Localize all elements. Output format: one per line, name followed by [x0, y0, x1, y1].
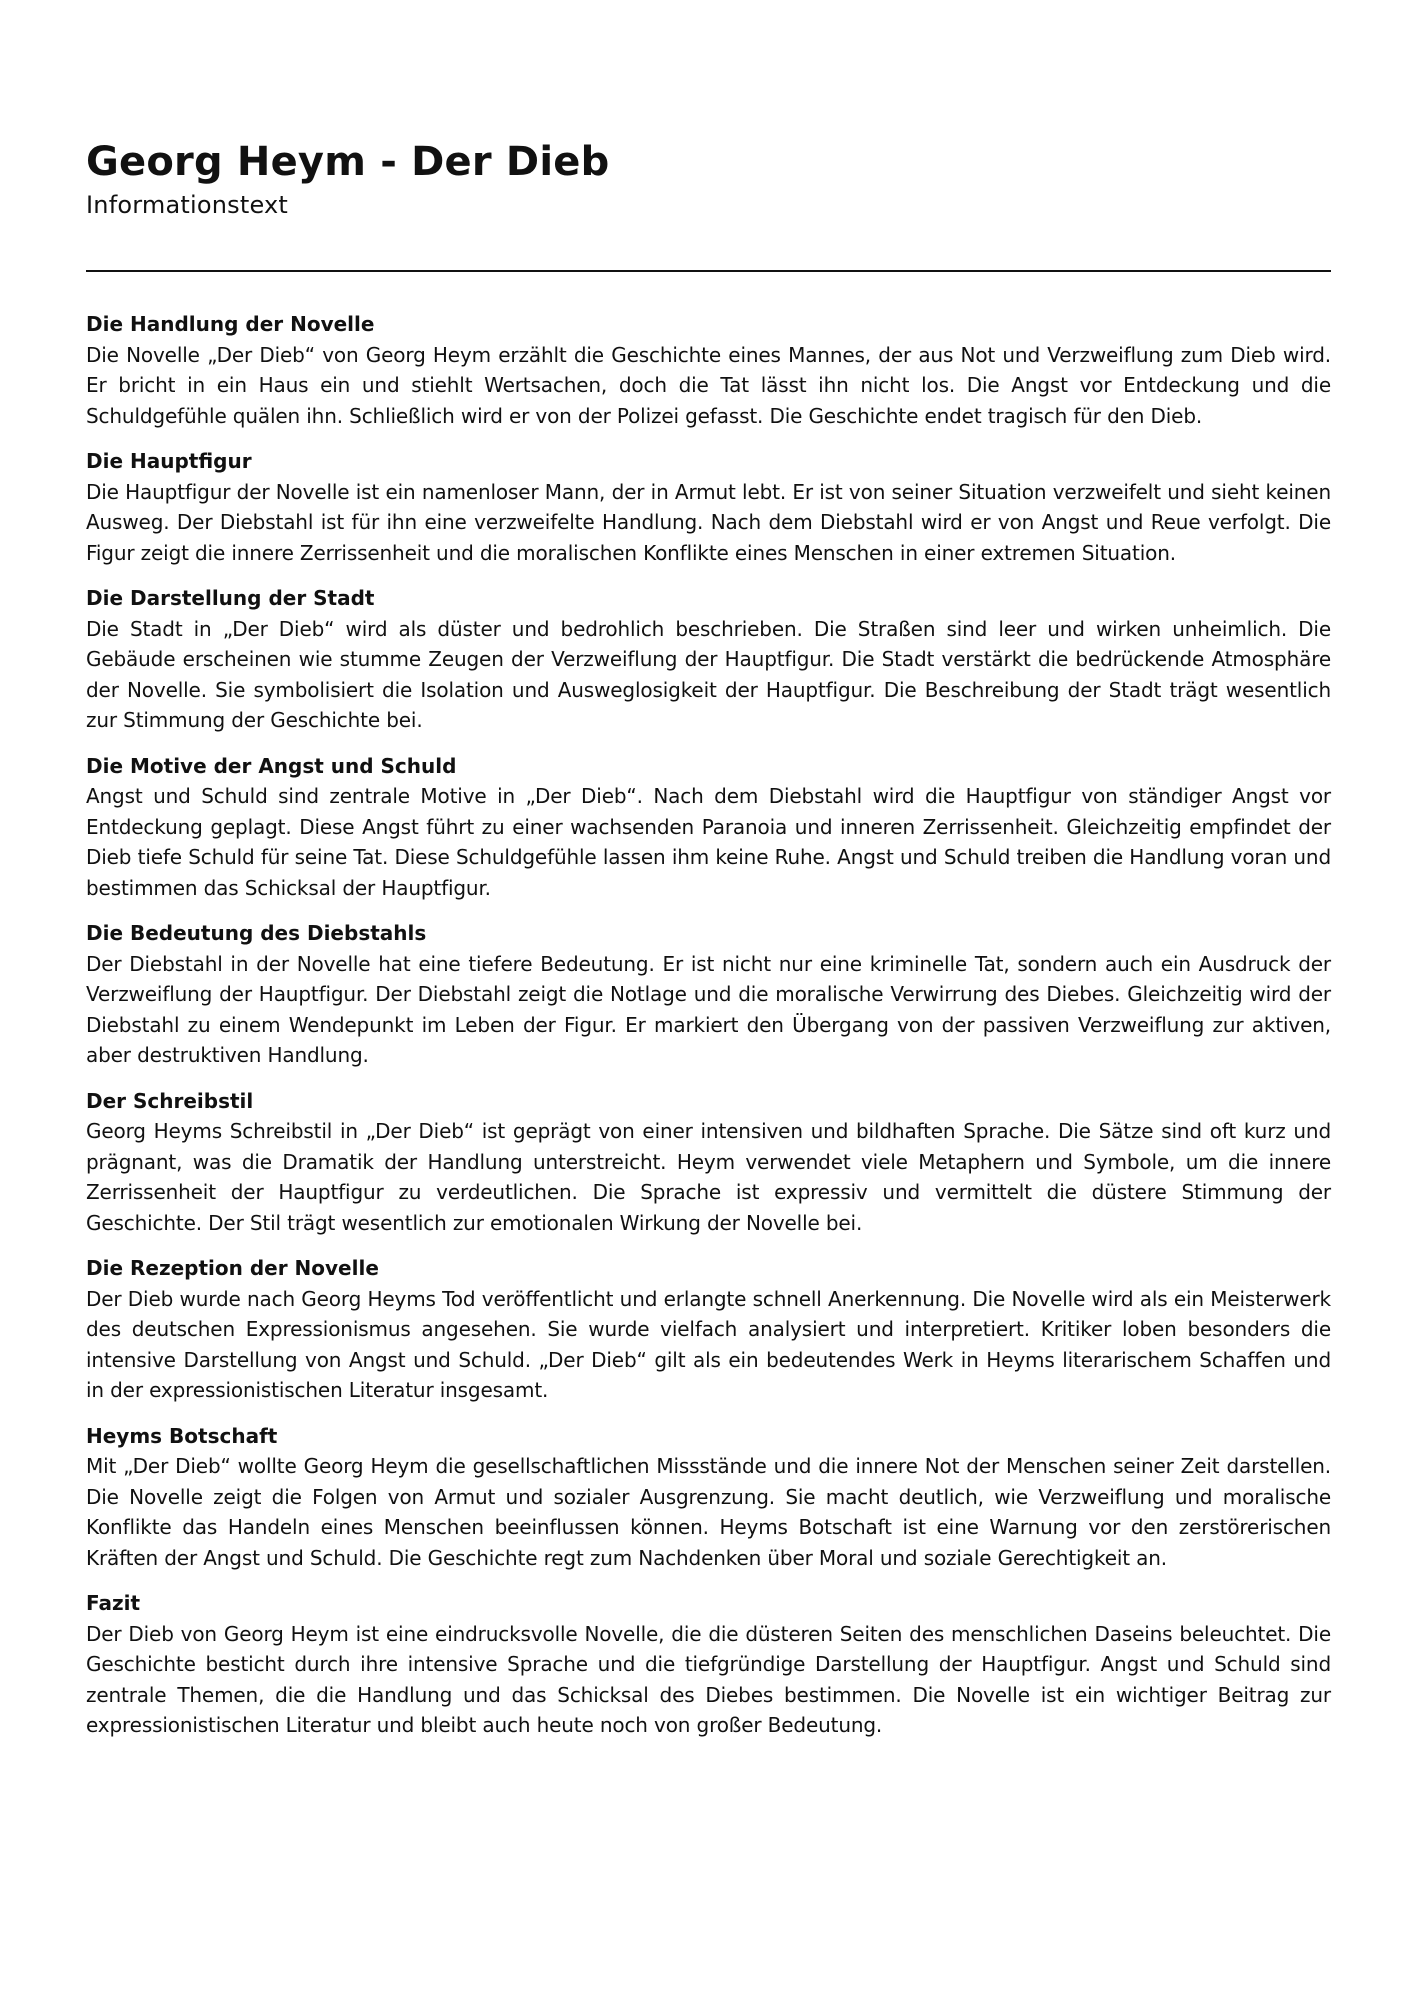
section-text: Die Novelle „Der Dieb“ von Georg Heym erzählt die Geschichte eines Mannes, der aus Not und Verzweiflung zum Dieb wird. Er bricht in ein Haus ein und stiehlt Wertsachen, doch die Tat lässt ihn nicht los. Die Angst vor Entdeckung und die Schuldgefühle quälen ihn. Schließlich wird er von der Polizei gefasst. Die Geschichte endet tragisch für den Dieb.: [86, 342, 1331, 428]
section-text: Der Diebstahl in der Novelle hat eine tiefere Bedeutung. Er ist nicht nur eine kriminelle Tat, sondern auch ein Ausdruck der Verzweiflung der Hauptfigur. Der Diebstahl zeigt die Notlage und die moralische Verwirrung des Diebes. Gleichzeitig wird der Diebstahl zu einem Wendepunkt im Leben der Figur. Er markiert den Übergang von der passiven Verzweiflung zur aktiven, aber destruktiven Handlung.: [86, 951, 1331, 1067]
section-heading: Die Hauptfigur: [86, 449, 252, 473]
document-title: Georg Heym - Der Dieb: [86, 139, 610, 185]
section-heading: Die Motive der Angst und Schuld: [86, 753, 457, 778]
section-heading: Der Schreibstil: [86, 1088, 254, 1113]
section-text: Der Dieb wurde nach Georg Heyms Tod veröffentlicht und erlangte schnell Anerkennung. Die Novelle wird als ein Meisterwerk des deutschen Expressionismus angesehen. Sie wurde vielfach analysiert und interpretiert. Kritiker loben besonders die intensive Darstellung von Angst und Schuld. „Der Dieb“ gilt als ein bedeutendes Werk in Heyms literarischem Schaffen und in der expressionistischen Literatur insgesamt.: [86, 1286, 1331, 1402]
section-stadt: [86, 583, 1331, 736]
section-text: Der Dieb von Georg Heym ist eine eindrucksvolle Novelle, die die düsteren Seiten des menschlichen Daseins beleuchtet. Die Geschichte besticht durch ihre intensive Sprache und die tiefgründige Darstellung der Hauptfigur. Angst und Schuld sind zentrale Themen, die die Handlung und das Schicksal des Diebes bestimmen. Die Novelle ist ein wichtiger Beitrag zur expressionistischen Literatur und bleibt auch heute noch von großer Bedeutung.: [86, 1621, 1331, 1737]
document-subtitle: Informationstext: [86, 191, 288, 219]
section-bedeutung: [86, 918, 1331, 1071]
section-heading: Die Handlung der Novelle: [86, 312, 375, 336]
section-text: Die Hauptfigur der Novelle ist ein namenloser Mann, der in Armut lebt. Er ist von seiner Situation verzweifelt und sieht keinen Ausweg. Der Diebstahl ist für ihn eine verzweifelte Handlung. Nach dem Diebstahl wird er von Angst und Reue verfolgt. Die Figur zeigt die innere Zerrissenheit und die moralischen Konflikte eines Menschen in einer extremen Situation.: [86, 479, 1331, 565]
sections-container: [86, 309, 1331, 1741]
section-motive: [86, 751, 1331, 904]
section-heading: Heyms Botschaft: [86, 1423, 278, 1448]
section-rezeption: [86, 1253, 1331, 1406]
section-heading: Die Darstellung der Stadt: [86, 586, 375, 610]
section-heading: Die Bedeutung des Diebstahls: [86, 921, 427, 945]
section-handlung: [86, 309, 1331, 431]
section-botschaft: [86, 1421, 1331, 1574]
section-heading: Fazit: [86, 1591, 141, 1615]
section-text: Georg Heyms Schreibstil in „Der Dieb“ ist geprägt von einer intensiven und bildhaften Sprache. Die Sätze sind oft kurz und prägnant, was die Dramatik der Handlung unterstreicht. Heym verwendet viele Metaphern und Symbole, um die innere Zerrissenheit der Hauptfigur zu verdeutlichen. Die Sprache ist expressiv und vermittelt die düstere Stimmung der Geschichte. Der Stil trägt wesentlich zur emotionalen Wirkung der Novelle bei.: [86, 1119, 1331, 1235]
section-heading: Die Rezeption der Novelle: [86, 1256, 379, 1280]
section-text: Angst und Schuld sind zentrale Motive in „Der Dieb“. Nach dem Diebstahl wird die Hauptfigur von ständiger Angst vor Entdeckung geplagt. Diese Angst führt zu einer wachsenden Paranoia und inneren Zerrissenheit. Gleichzeitig empfindet der Dieb tiefe Schuld für seine Tat. Diese Schuldgefühle lassen ihm keine Ruhe. Angst und Schuld treiben die Handlung voran und bestimmen das Schicksal der Hauptfigur.: [86, 784, 1331, 900]
header-divider: [86, 270, 1331, 272]
section-text: Die Stadt in „Der Dieb“ wird als düster und bedrohlich beschrieben. Die Straßen sind leer und wirken unheimlich. Die Gebäude erscheinen wie stumme Zeugen der Verzweiflung der Hauptfigur. Die Stadt verstärkt die bedrückende Atmosphäre der Novelle. Sie symbolisiert die Isolation und Ausweglosigkeit der Hauptfigur. Die Beschreibung der Stadt trägt wesentlich zur Stimmung der Geschichte bei.: [86, 616, 1331, 732]
section-text: Mit „Der Dieb“ wollte Georg Heym die gesellschaftlichen Missstände und die innere Not der Menschen seiner Zeit darstellen. Die Novelle zeigt die Folgen von Armut und sozialer Ausgrenzung. Sie macht deutlich, wie Verzweiflung und moralische Konflikte das Handeln eines Menschen beeinflussen können. Heyms Botschaft ist eine Warnung vor den zerstörerischen Kräften der Angst und Schuld. Die Geschichte regt zum Nachdenken über Moral und soziale Gerechtigkeit an.: [86, 1454, 1331, 1570]
section-hauptfigur: [86, 446, 1331, 568]
section-schreibstil: [86, 1086, 1331, 1239]
section-fazit: [86, 1588, 1331, 1741]
